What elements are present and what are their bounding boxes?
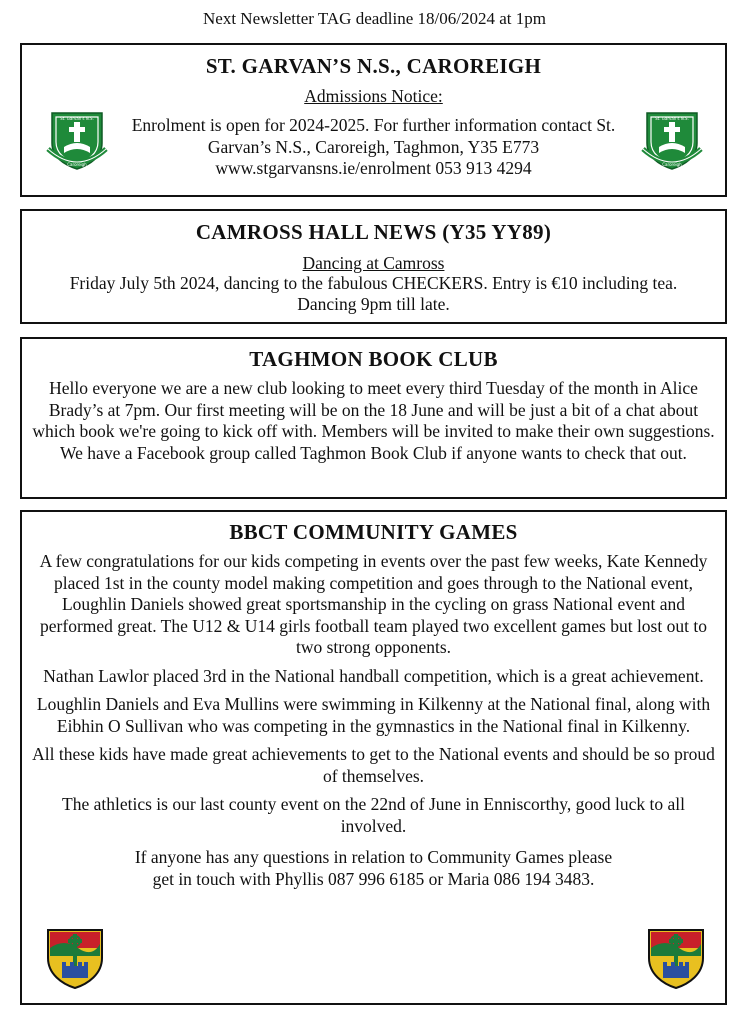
community-games-crest-right-icon (645, 926, 707, 990)
camross-subtitle: Dancing at Camross (302, 253, 445, 273)
school-title: ST. GARVAN’S N.S., CAROREIGH (205, 54, 542, 78)
games-paragraph: A few congratulations for our kids competing in events over the past few weeks, Kate Kennedy placed 1st in the county model making competition and goes through to the National event, Loughlin Daniels showed great sportsmanship in the cycling on grass National event and performed great. The U12 & U14 girls football team played two excellent games but lost out to two strong opponents. (39, 551, 708, 657)
games-closing: If anyone has any questions in relation to Community Games please get in touch with Phyllis 087 996 6185 or Maria 086 194 3483. (134, 847, 613, 889)
taghmon-book-club (20, 337, 727, 499)
games-paragraph: Nathan Lawlor placed 3rd in the National handball competition, which is a great achievement. (43, 665, 704, 686)
camross-hall-news (20, 209, 727, 324)
community-games-crest-left-icon (44, 926, 106, 990)
bookclub-body: Hello everyone we are a new club looking to meet every third Tuesday of the month in Alice Brady’s at 7pm. Our first meeting will be on the 18 June and will be just a bit of a chat about which book we're going to kick off with. Members will be invited to make their own suggestions. We have a Facebook group called Taghmon Book Club if anyone wants to check that out. (32, 378, 715, 463)
community-games (20, 510, 727, 1005)
games-paragraph: Loughlin Daniels and Eva Mullins were swimming in Kilkenny at the National final, along with Eibhin O Sullivan who was competing in the gymnastics in the National final in Kilkenny. (36, 694, 711, 736)
crest-top-text: St. Garvan's N.S. (60, 116, 94, 121)
games-paragraph: The athletics is our last county event on the 22nd of June in Enniscorthy, good luck to all involved. (62, 794, 685, 836)
camross-body: Friday July 5th 2024, dancing to the fabulous CHECKERS. Entry is €10 including tea. Dancing 9pm till late. (69, 273, 678, 314)
bookclub-title: TAGHMON BOOK CLUB (249, 347, 498, 371)
crest-bottom-text: Caroreigh (662, 162, 682, 167)
camross-title: CAMROSS HALL NEWS (Y35 YY89) (195, 220, 552, 244)
school-crest-right-icon (639, 109, 705, 173)
admissions-subtitle: Admissions Notice: (304, 86, 443, 106)
games-title: BBCT COMMUNITY GAMES (229, 520, 518, 544)
games-paragraph: All these kids have made great achievements to get to the National events and should be so proud of themselves. (32, 744, 715, 786)
school-admissions-notice (20, 43, 727, 197)
school-crest-left-icon (44, 109, 110, 173)
crest-top-text: St. Garvan's N.S. (655, 116, 689, 121)
crest-bottom-text: Caroreigh (67, 162, 87, 167)
admissions-body: Enrolment is open for 2024-2025. For further information contact St. Garvan’s N.S., Caroreigh, Taghmon, Y35 E773 www.stgarvansns.ie/enrolment 053 913 4294 (131, 115, 616, 178)
newsletter-deadline: Next Newsletter TAG deadline 18/06/2024 at 1pm (203, 9, 546, 28)
